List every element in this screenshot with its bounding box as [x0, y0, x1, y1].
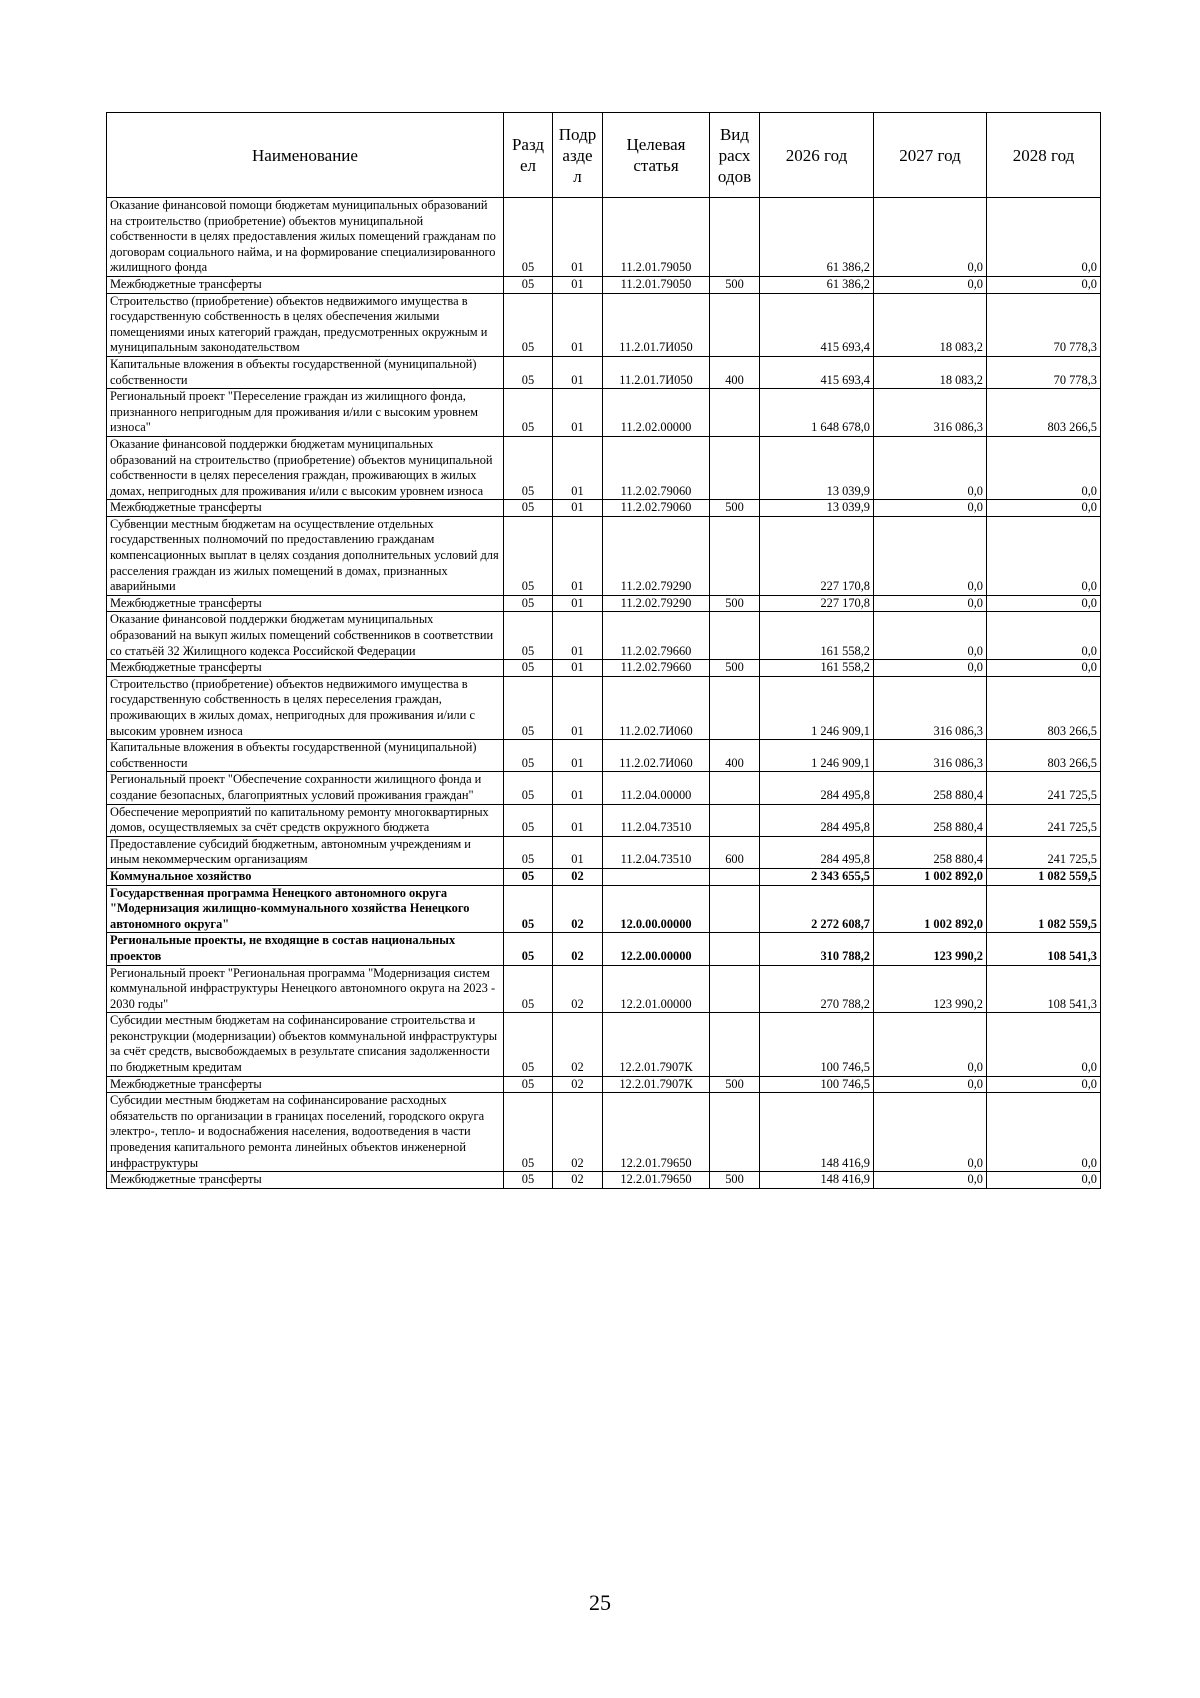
table-row [107, 276, 1101, 293]
table-row [107, 965, 1101, 1013]
cell-podrazdel: 02 [553, 1093, 603, 1172]
cell-podrazdel: 02 [553, 933, 603, 965]
cell-name: Региональный проект "Переселение граждан из жилищного фонда, признанного непригодным для проживания и/или с высоким уровнем износа" [107, 389, 504, 437]
cell-2026: 13 039,9 [760, 436, 874, 499]
cell-2027: 0,0 [874, 1172, 987, 1189]
table-row [107, 1172, 1101, 1189]
cell-razdel: 05 [504, 676, 553, 739]
cell-expense-type: 500 [710, 500, 760, 517]
cell-expense-type [710, 868, 760, 885]
cell-podrazdel: 01 [553, 389, 603, 437]
cell-target-article: 11.2.02.7И060 [603, 676, 710, 739]
cell-expense-type [710, 933, 760, 965]
header-razdel: Разд ел [504, 113, 553, 198]
cell-razdel: 05 [504, 1093, 553, 1172]
cell-expense-type [710, 885, 760, 933]
cell-2028: 0,0 [987, 436, 1101, 499]
cell-razdel: 05 [504, 293, 553, 356]
cell-name: Межбюджетные трансферты [107, 276, 504, 293]
cell-target-article: 11.2.02.79290 [603, 516, 710, 595]
cell-razdel: 05 [504, 660, 553, 677]
cell-podrazdel: 01 [553, 356, 603, 388]
cell-razdel: 05 [504, 868, 553, 885]
cell-podrazdel: 02 [553, 1172, 603, 1189]
cell-2027: 123 990,2 [874, 965, 987, 1013]
cell-target-article: 12.2.01.7907К [603, 1013, 710, 1076]
cell-podrazdel: 01 [553, 516, 603, 595]
cell-podrazdel: 02 [553, 868, 603, 885]
document-page [106, 112, 1100, 1189]
table-row [107, 1076, 1101, 1093]
cell-podrazdel: 01 [553, 804, 603, 836]
cell-name: Оказание финансовой поддержки бюджетам муниципальных образований на строительство (приобретение) объектов муниципальной собственности в целях переселения граждан, проживающих в жилых домах, непригодных для проживания и/или с высоким уровнем износа [107, 436, 504, 499]
cell-name: Капитальные вложения в объекты государственной (муниципальной) собственности [107, 740, 504, 772]
cell-2028: 0,0 [987, 516, 1101, 595]
cell-expense-type [710, 1013, 760, 1076]
cell-2026: 148 416,9 [760, 1172, 874, 1189]
table-row [107, 516, 1101, 595]
cell-podrazdel: 02 [553, 1076, 603, 1093]
cell-2028: 0,0 [987, 1013, 1101, 1076]
cell-2028: 241 725,5 [987, 772, 1101, 804]
cell-target-article: 11.2.04.73510 [603, 804, 710, 836]
cell-name: Субсидии местным бюджетам на софинансирование расходных обязательств по организации в границах поселений, городского округа электро-, тепло- и водоснабжения населения, водоотведения в части проведения капитального ремонта линейных объектов инженерной инфраструктуры [107, 1093, 504, 1172]
cell-2026: 100 746,5 [760, 1013, 874, 1076]
cell-2026: 61 386,2 [760, 276, 874, 293]
cell-2028: 803 266,5 [987, 389, 1101, 437]
cell-target-article: 11.2.02.79060 [603, 500, 710, 517]
cell-2026: 1 246 909,1 [760, 740, 874, 772]
cell-razdel: 05 [504, 740, 553, 772]
table-row [107, 612, 1101, 660]
cell-podrazdel: 01 [553, 740, 603, 772]
header-expense-type: Вид расх одов [710, 113, 760, 198]
cell-2028: 108 541,3 [987, 933, 1101, 965]
cell-2026: 13 039,9 [760, 500, 874, 517]
header-target-article: Целевая статья [603, 113, 710, 198]
cell-target-article: 12.2.01.7907К [603, 1076, 710, 1093]
cell-2027: 258 880,4 [874, 772, 987, 804]
cell-razdel: 05 [504, 933, 553, 965]
cell-razdel: 05 [504, 804, 553, 836]
cell-target-article: 11.2.04.00000 [603, 772, 710, 804]
cell-razdel: 05 [504, 276, 553, 293]
cell-target-article: 11.2.02.79660 [603, 612, 710, 660]
cell-target-article: 12.2.01.79650 [603, 1172, 710, 1189]
header-name: Наименование [107, 113, 504, 198]
cell-name: Межбюджетные трансферты [107, 1172, 504, 1189]
cell-name: Региональные проекты, не входящие в состав национальных проектов [107, 933, 504, 965]
cell-2028: 0,0 [987, 595, 1101, 612]
cell-2027: 0,0 [874, 612, 987, 660]
header-podrazdel: Подр азде л [553, 113, 603, 198]
cell-2028: 0,0 [987, 612, 1101, 660]
cell-target-article: 11.2.01.79050 [603, 198, 710, 277]
table-row [107, 660, 1101, 677]
cell-razdel: 05 [504, 612, 553, 660]
cell-razdel: 05 [504, 389, 553, 437]
cell-2028: 0,0 [987, 198, 1101, 277]
cell-expense-type: 600 [710, 836, 760, 868]
cell-2026: 1 648 678,0 [760, 389, 874, 437]
cell-2028: 70 778,3 [987, 356, 1101, 388]
cell-podrazdel: 01 [553, 836, 603, 868]
cell-podrazdel: 01 [553, 660, 603, 677]
cell-expense-type: 500 [710, 1076, 760, 1093]
cell-2028: 803 266,5 [987, 676, 1101, 739]
cell-2026: 2 343 655,5 [760, 868, 874, 885]
cell-2026: 148 416,9 [760, 1093, 874, 1172]
cell-podrazdel: 01 [553, 772, 603, 804]
cell-2027: 316 086,3 [874, 676, 987, 739]
table-row [107, 933, 1101, 965]
cell-podrazdel: 01 [553, 676, 603, 739]
table-body [107, 198, 1101, 1189]
cell-expense-type [710, 293, 760, 356]
cell-2028: 1 082 559,5 [987, 885, 1101, 933]
cell-expense-type [710, 965, 760, 1013]
cell-2028: 0,0 [987, 1076, 1101, 1093]
cell-2027: 0,0 [874, 595, 987, 612]
cell-expense-type [710, 676, 760, 739]
cell-razdel: 05 [504, 595, 553, 612]
cell-target-article: 12.2.01.00000 [603, 965, 710, 1013]
cell-podrazdel: 02 [553, 1013, 603, 1076]
cell-2027: 0,0 [874, 516, 987, 595]
cell-2026: 415 693,4 [760, 356, 874, 388]
cell-name: Обеспечение мероприятий по капитальному ремонту многоквартирных домов, осуществляемых за счёт средств окружного бюджета [107, 804, 504, 836]
cell-2026: 270 788,2 [760, 965, 874, 1013]
cell-2027: 258 880,4 [874, 836, 987, 868]
table-row [107, 1013, 1101, 1076]
page-number: 25 [589, 1590, 611, 1615]
cell-2028: 803 266,5 [987, 740, 1101, 772]
cell-name: Оказание финансовой помощи бюджетам муниципальных образований на строительство (приобретение) объектов муниципальной собственности в целях предоставления жилых помещений гражданам по договорам социального найма, и на формирование специализированного жилищного фонда [107, 198, 504, 277]
cell-2026: 161 558,2 [760, 612, 874, 660]
table-row [107, 740, 1101, 772]
cell-podrazdel: 02 [553, 885, 603, 933]
cell-name: Региональный проект "Обеспечение сохранности жилищного фонда и создание безопасных, благоприятных условий проживания граждан" [107, 772, 504, 804]
table-row [107, 198, 1101, 277]
cell-expense-type [710, 389, 760, 437]
cell-razdel: 05 [504, 516, 553, 595]
cell-podrazdel: 01 [553, 436, 603, 499]
table-row [107, 868, 1101, 885]
cell-podrazdel: 01 [553, 595, 603, 612]
cell-name: Межбюджетные трансферты [107, 500, 504, 517]
cell-target-article: 11.2.02.79660 [603, 660, 710, 677]
table-row [107, 1093, 1101, 1172]
cell-razdel: 05 [504, 436, 553, 499]
cell-target-article: 11.2.04.73510 [603, 836, 710, 868]
cell-razdel: 05 [504, 500, 553, 517]
cell-razdel: 05 [504, 965, 553, 1013]
cell-2027: 0,0 [874, 500, 987, 517]
cell-2027: 0,0 [874, 436, 987, 499]
cell-razdel: 05 [504, 885, 553, 933]
cell-2027: 316 086,3 [874, 740, 987, 772]
cell-target-article: 11.2.02.79290 [603, 595, 710, 612]
cell-target-article: 11.2.02.79060 [603, 436, 710, 499]
cell-razdel: 05 [504, 1076, 553, 1093]
cell-name: Оказание финансовой поддержки бюджетам муниципальных образований на выкуп жилых помещений собственников в соответствии со статьёй 32 Жилищного кодекса Российской Федерации [107, 612, 504, 660]
cell-target-article: 11.2.01.7И050 [603, 293, 710, 356]
cell-2027: 0,0 [874, 1093, 987, 1172]
cell-2027: 0,0 [874, 660, 987, 677]
cell-2027: 0,0 [874, 198, 987, 277]
cell-razdel: 05 [504, 1013, 553, 1076]
cell-2028: 241 725,5 [987, 804, 1101, 836]
cell-name: Межбюджетные трансферты [107, 1076, 504, 1093]
cell-2026: 227 170,8 [760, 516, 874, 595]
cell-podrazdel: 01 [553, 198, 603, 277]
cell-target-article: 12.2.01.79650 [603, 1093, 710, 1172]
budget-table [106, 112, 1101, 1189]
cell-2026: 415 693,4 [760, 293, 874, 356]
cell-2028: 70 778,3 [987, 293, 1101, 356]
cell-target-article: 11.2.02.00000 [603, 389, 710, 437]
table-row [107, 436, 1101, 499]
cell-target-article: 11.2.01.7И050 [603, 356, 710, 388]
cell-expense-type: 500 [710, 1172, 760, 1189]
cell-name: Региональный проект "Региональная программа "Модернизация систем коммунальной инфраструктуры Ненецкого автономного округа на 2023 - 2030 годы" [107, 965, 504, 1013]
cell-target-article: 12.2.00.00000 [603, 933, 710, 965]
cell-2027: 0,0 [874, 1076, 987, 1093]
cell-2027: 18 083,2 [874, 356, 987, 388]
header-2027: 2027 год [874, 113, 987, 198]
cell-name: Государственная программа Ненецкого автономного округа "Модернизация жилищно-коммунального хозяйства Ненецкого автономного округа" [107, 885, 504, 933]
cell-name: Межбюджетные трансферты [107, 595, 504, 612]
cell-name: Предоставление субсидий бюджетным, автономным учреждениям и иным некоммерческим организациям [107, 836, 504, 868]
cell-name: Строительство (приобретение) объектов недвижимого имущества в государственную собственность в целях обеспечения жилыми помещениями иных категорий граждан, предусмотренных окружным и муниципальным законодательством [107, 293, 504, 356]
table-row [107, 389, 1101, 437]
cell-2026: 100 746,5 [760, 1076, 874, 1093]
table-row [107, 676, 1101, 739]
cell-2028: 241 725,5 [987, 836, 1101, 868]
cell-expense-type [710, 612, 760, 660]
cell-razdel: 05 [504, 356, 553, 388]
cell-2028: 0,0 [987, 660, 1101, 677]
cell-name: Межбюджетные трансферты [107, 660, 504, 677]
table-row [107, 804, 1101, 836]
cell-2026: 310 788,2 [760, 933, 874, 965]
cell-2027: 18 083,2 [874, 293, 987, 356]
cell-expense-type: 400 [710, 740, 760, 772]
cell-2027: 0,0 [874, 276, 987, 293]
cell-expense-type [710, 772, 760, 804]
cell-target-article: 12.0.00.00000 [603, 885, 710, 933]
cell-2027: 0,0 [874, 1013, 987, 1076]
cell-2026: 284 495,8 [760, 804, 874, 836]
cell-2028: 1 082 559,5 [987, 868, 1101, 885]
cell-target-article: 11.2.02.7И060 [603, 740, 710, 772]
cell-target-article: 11.2.01.79050 [603, 276, 710, 293]
cell-razdel: 05 [504, 836, 553, 868]
cell-podrazdel: 02 [553, 965, 603, 1013]
cell-2027: 1 002 892,0 [874, 885, 987, 933]
cell-expense-type [710, 436, 760, 499]
cell-2027: 316 086,3 [874, 389, 987, 437]
cell-name: Коммунальное хозяйство [107, 868, 504, 885]
cell-name: Капитальные вложения в объекты государственной (муниципальной) собственности [107, 356, 504, 388]
cell-name: Субсидии местным бюджетам на софинансирование строительства и реконструкции (модернизации) объектов коммунальной инфраструктуры за счёт средств, высвобождаемых в результате списания задолженности по бюджетным кредитам [107, 1013, 504, 1076]
table-row [107, 293, 1101, 356]
cell-podrazdel: 01 [553, 293, 603, 356]
cell-name: Строительство (приобретение) объектов недвижимого имущества в государственную собственность в целях переселения граждан, проживающих в жилых домах, непригодных для проживания и/или с высоким уровнем износа [107, 676, 504, 739]
cell-expense-type [710, 516, 760, 595]
cell-name: Субвенции местным бюджетам на осуществление отдельных государственных полномочий по предоставлению гражданам компенсационных выплат в целях создания дополнительных условий для расселения граждан из жилых помещений в домах, признанных аварийными [107, 516, 504, 595]
cell-razdel: 05 [504, 1172, 553, 1189]
cell-2026: 161 558,2 [760, 660, 874, 677]
cell-expense-type: 500 [710, 595, 760, 612]
cell-expense-type [710, 1093, 760, 1172]
cell-expense-type: 500 [710, 276, 760, 293]
cell-2028: 0,0 [987, 1172, 1101, 1189]
cell-target-article [603, 868, 710, 885]
cell-razdel: 05 [504, 198, 553, 277]
cell-2026: 284 495,8 [760, 836, 874, 868]
header-2026: 2026 год [760, 113, 874, 198]
cell-expense-type [710, 198, 760, 277]
table-row [107, 836, 1101, 868]
table-header-row [107, 113, 1101, 198]
cell-2026: 1 246 909,1 [760, 676, 874, 739]
cell-podrazdel: 01 [553, 276, 603, 293]
cell-2026: 2 272 608,7 [760, 885, 874, 933]
cell-2028: 0,0 [987, 276, 1101, 293]
table-row [107, 500, 1101, 517]
cell-2027: 123 990,2 [874, 933, 987, 965]
cell-2028: 0,0 [987, 1093, 1101, 1172]
cell-2026: 284 495,8 [760, 772, 874, 804]
table-row [107, 356, 1101, 388]
cell-razdel: 05 [504, 772, 553, 804]
cell-expense-type: 400 [710, 356, 760, 388]
table-row [107, 595, 1101, 612]
cell-2027: 1 002 892,0 [874, 868, 987, 885]
cell-expense-type: 500 [710, 660, 760, 677]
cell-expense-type [710, 804, 760, 836]
cell-podrazdel: 01 [553, 500, 603, 517]
table-row [107, 772, 1101, 804]
cell-2026: 61 386,2 [760, 198, 874, 277]
cell-2026: 227 170,8 [760, 595, 874, 612]
cell-podrazdel: 01 [553, 612, 603, 660]
table-row [107, 885, 1101, 933]
header-2028: 2028 год [987, 113, 1101, 198]
cell-2028: 0,0 [987, 500, 1101, 517]
cell-2027: 258 880,4 [874, 804, 987, 836]
cell-2028: 108 541,3 [987, 965, 1101, 1013]
